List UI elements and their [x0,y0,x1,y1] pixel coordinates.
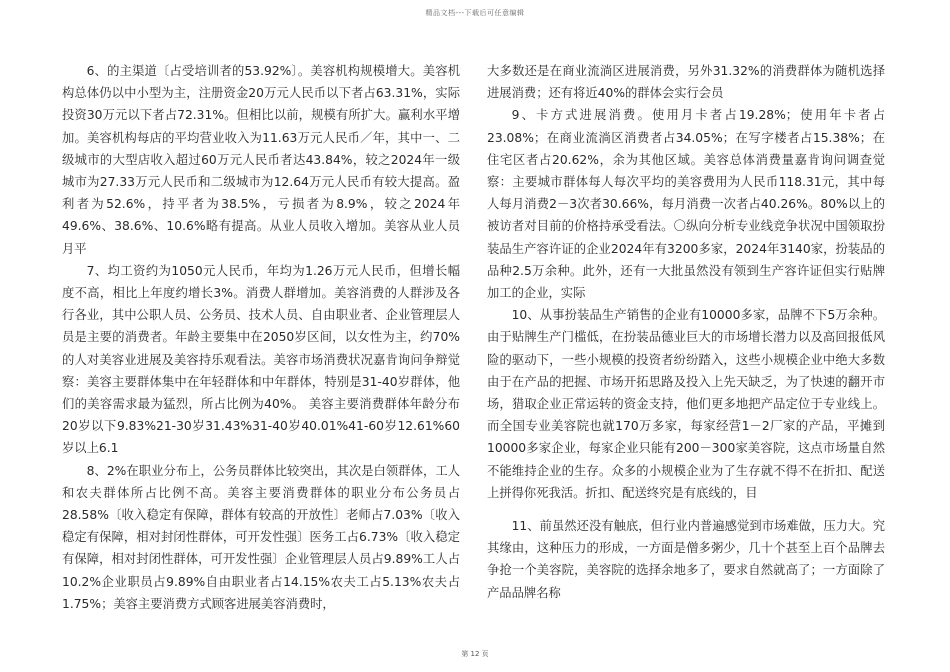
paragraph-7: 7、均工资约为1050元人民币，年均为1.26万元人民币，但增长幅度不高，相比上年度约增长3%。消费人群增加。美容消费的人群涉及各行各业，其中公职人员、公务员、技术人员、自由职业者、企业管理层人员是主要的消费者。年龄主要集中在2050岁区间，以女性为主，约70%的人对美容业进展及美容持乐观看法。美容市场消费状况嘉肯询问争辩觉察：美容主要群体集中在年轻群体和中年群体，特别是31-40岁群体，他们的美容需求最为猛烈，所占比例为40%。 美容主要消费群体年龄分布20岁以下9.83%21-30岁31.43%31-40岁40.01%41-60岁12.61%60岁以上6.1 [62,263,460,456]
left-column [62,60,460,615]
paragraph-continuation: 大多数还是在商业流淌区进展消费，另外31.32%的消费群体为随机选择进展消费；还有将近40%的群体会实行会员 [487,64,885,101]
paragraph-8: 8、2%在职业分布上，公务员群体比较突出，其次是白领群体，工人和农夫群体所占比例不高。美容主要消费群体的职业分布公务员占28.58%〔收入稳定有保障，群体有较高的开放性〕老师占7.03%〔收入稳定有保障，相对封闭性群体，可开发性强〕医务工占6.73%〔收入稳定有保障，相对封闭性群体，可开发性强〕企业管理层人员占9.89%工人占10.2%企业职员占9.89%自由职业者占14.15%农夫工占5.13%农夫占1.75%；美容主要消费方式顾客进展美容消费时， [62,463,460,611]
paragraph-9: 9、卡方式进展消费。使用月卡者占19.28%；使用年卡者占23.08%；在商业流淌区消费者占34.05%；在写字楼者占15.38%；在住宅区者占20.62%，余为其他区域。美容总体消费量嘉肯询问调查觉察：主要城市群体每人每次平均的美容费用为人民币118.31元，其中每人每月消费2－3次者30.66%，每月消费一次者占40.26%。80%以上的被访者对目前的价格持承受看法。〇纵向分析专业线竞争状况中国领取扮装品生产容许证的企业2024年有3200多家，2024年3140家，扮装品的品种2.5万余种。此外，还有一大批虽然没有领到生产容许证但实行贴牌加工的企业，实际 [487,108,885,301]
right-column [487,60,885,604]
paragraph-11: 11、前虽然还没有触底，但行业内普遍感觉到市场难做，压力大。究其缘由，这种压力的形成，一方面是僧多粥少，几十个甚至上百个品牌去争抢一个美容院，美容院的选择余地多了，要求自然就高了；一方面除了产品品牌名称 [487,519,885,600]
page-header: 精品文档---下载后可任意编辑 [425,9,525,17]
paragraph-6: 6、的主渠道〔占受培训者的53.92%〕。美容机构规模增大。美容机构总体仍以中小型为主，注册资金20万元人民币以下者占63.31%，实际投资30万元以下者占72.31%。但相比以前，规模有所扩大。赢利水平增加。美容机构每店的平均营业收入为11.63万元人民币／年，其中一、二级城市的大型店收入超过60万元人民币者达43.84%，较之2024年一级城市为27.33万元人民币和二级城市为12.64万元人民币有较大提高。盈利者为52.6%，持平者为38.5%，亏损者为8.9%，较之2024年49.6%、38.6%、10.6%略有提高。从业人员收入增加。美容从业人员月平 [62,64,460,256]
paragraph-10: 10、从事扮装品生产销售的企业有10000多家，品牌不下5万余种。由于贴牌生产门槛低，在扮装品德业巨大的市场增长潜力以及高回报低风险的驱动下，一些小规模的投资者纷纷踏入，这些小规模企业中绝大多数由于在产品的把握、市场开拓思路及投入上先天缺乏，为了快速的翻开市场，猎取企业正常运转的资金支持，他们更多地把产品定位于专业线上。而全国专业美容院也就170万多家，每家经营1－2厂家的产品，平摊到10000多家企业，每家企业只能有200－300家美容院，这点市场量自然不能维持企业的生存。众多的小规模企业为了生存就不得不在折扣、配送上拼得你死我活。折扣、配送终究是有底线的，目 [487,308,885,500]
page-number: 第 12 页 [461,650,489,658]
